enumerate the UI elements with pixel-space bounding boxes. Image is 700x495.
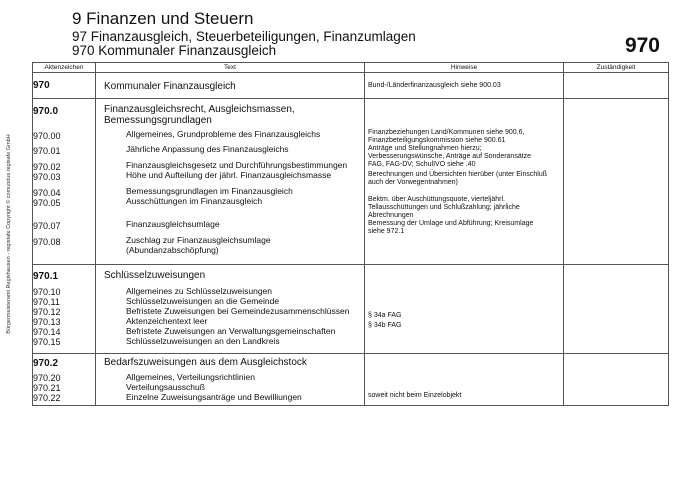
- az-cell: [33, 265, 96, 354]
- az-item: 970.03: [33, 172, 61, 182]
- text-item: Allgemeines, Verteilungsrichtlinien: [126, 372, 255, 382]
- text-main: Bedarfszuweisungen aus dem Ausgleichstock: [104, 357, 307, 368]
- responsibility-cell: [564, 265, 669, 354]
- az-item: 970.01: [33, 146, 61, 156]
- az-cell: [33, 99, 96, 265]
- hint-line: Tellausschüttungen und Schlußzahlung; jährliche: [368, 204, 520, 211]
- az-main: 970.1: [33, 271, 59, 282]
- hint-line: Bemessung der Umlage und Abführung; Kreisumlage: [368, 220, 534, 227]
- text-item: Verteilungsausschuß: [126, 382, 205, 392]
- responsibility-cell: [564, 99, 669, 265]
- text-main: Bemessungsgrundlagen: [104, 115, 212, 126]
- az-item: 970.10: [33, 287, 61, 297]
- hint-line: Finanzbeteiligungskommission siehe 900.61: [368, 137, 506, 144]
- table-row: [33, 265, 669, 354]
- hint-line: Berechnungen und Übersichten hierüber (unter Einschluß: [368, 171, 547, 178]
- hint-line: Anträge und Stellungnahmen hierzu;: [368, 145, 482, 152]
- table-row: [33, 99, 669, 265]
- az-item: 970.21: [33, 383, 61, 393]
- text-item: Ausschüttungen im Finanzausgleich: [126, 196, 263, 206]
- az-main: 970.2: [33, 358, 59, 369]
- az-cell: [33, 73, 96, 99]
- text-cell: [96, 354, 365, 406]
- hint-line: § 34b FAG: [368, 322, 402, 329]
- az-item: 970.20: [33, 373, 61, 383]
- group-title: 97 Finanzausgleich, Steuerbeteiligungen, Finanzumlagen: [72, 29, 416, 44]
- text-item: Befristete Zuweisungen bei Gemeindezusammenschlüssen: [126, 306, 350, 316]
- az-main: 970: [33, 80, 50, 91]
- hint-line: siehe 972.1: [368, 228, 405, 235]
- az-item: 970.02: [33, 162, 61, 172]
- table-row: [33, 73, 669, 99]
- az-item: 970.05: [33, 198, 61, 208]
- col-text: Text: [96, 63, 365, 73]
- text-item: Befristete Zuweisungen an Verwaltungsgemeinschaften: [126, 326, 336, 336]
- text-item: Höhe und Aufteilung der jährl. Finanzausgleichsmasse: [126, 170, 332, 180]
- az-item: 970.08: [33, 237, 61, 247]
- az-item: 970.00: [33, 131, 61, 141]
- text-item: Allgemeines, Grundprobleme des Finanzausgleichs: [126, 129, 321, 139]
- hint-line: § 34a FAG: [368, 312, 402, 319]
- hint-line: Abrechnungen: [368, 212, 414, 219]
- responsibility-cell: [564, 73, 669, 99]
- file-plan-table: [32, 62, 669, 406]
- hint-line: soweit nicht beim Einzelobjekt: [368, 392, 462, 399]
- text-item: Schlüsselzuweisungen an den Landkreis: [126, 336, 280, 346]
- col-zustaendigkeit: Zuständigkeit: [564, 63, 669, 73]
- hint-cell: [365, 265, 564, 354]
- hint-line: auch der Vorwegentnahmen): [368, 179, 458, 186]
- az-item: 970.22: [33, 393, 61, 403]
- text-item: Allgemeines zu Schlüsselzuweisungen: [126, 286, 272, 296]
- az-item: 970.14: [33, 327, 61, 337]
- hint-cell: [365, 354, 564, 406]
- text-main: Kommunaler Finanzausgleich: [104, 81, 236, 92]
- text-main: Schlüsselzuweisungen: [104, 270, 206, 281]
- az-item: 970.12: [33, 307, 61, 317]
- hint-line: Bund-/Länderfinanzausgleich siehe 900.03: [368, 82, 501, 89]
- subgroup-title: 970 Kommunaler Finanzausgleich: [72, 43, 277, 58]
- text-item: Aktenzeichentext leer: [126, 316, 208, 326]
- text-item: Finanzausgleichsumlage: [126, 219, 220, 229]
- col-hinweise: Hinweise: [365, 63, 564, 73]
- text-main: Finanzausgleichsrecht, Ausgleichsmassen,: [104, 104, 295, 115]
- text-cell: [96, 99, 365, 265]
- text-item: (Abundanzabschöpfung): [126, 245, 219, 255]
- az-main: 970.0: [33, 106, 59, 117]
- hint-line: Bektm. über Auschüttungsquote, vierteljährl.: [368, 196, 505, 203]
- text-item: Zuschlag zur Finanzausgleichsumlage: [126, 235, 271, 245]
- hint-line: Finanzbeziehungen Land/Kommunen siehe 900.6,: [368, 129, 525, 136]
- chapter-title: 9 Finanzen und Steuern: [72, 9, 254, 28]
- text-cell: [96, 73, 365, 99]
- az-cell: [33, 354, 96, 406]
- text-item: Finanzausgleichsgesetz und Durchführungsbestimmungen: [126, 160, 348, 170]
- hint-line: Verbesserungswünsche, Anträge auf Sonderansätze: [368, 153, 532, 160]
- text-item: Einzelne Zuweisungsanträge und Bewilliungen: [126, 392, 302, 402]
- text-item: Jährliche Anpassung des Finanzausgleichs: [126, 144, 289, 154]
- table-header: [33, 63, 669, 73]
- page-number: 970: [624, 34, 660, 57]
- az-item: 970.04: [33, 188, 61, 198]
- text-cell: [96, 265, 365, 354]
- az-item: 970.13: [33, 317, 61, 327]
- az-item: 970.11: [33, 297, 60, 307]
- text-item: Bemessungsgrundlagen im Finanzausgleich: [126, 186, 293, 196]
- text-item: Schlüsselzuweisungen an die Gemeinde: [126, 296, 280, 306]
- responsibility-cell: [564, 354, 669, 406]
- hint-cell: [365, 73, 564, 99]
- az-item: 970.15: [33, 337, 61, 347]
- hint-cell: [365, 99, 564, 265]
- hint-line: FAG, FAG-DV; SchulIVO siehe .40: [368, 161, 476, 168]
- col-aktenzeichen: Aktenzeichen: [33, 63, 96, 73]
- az-item: 970.07: [33, 221, 61, 231]
- copyright-sidebar: Bürgermeisteramt Regishausen - registafe Copyright © comundus regisafe GmbH: [6, 134, 12, 334]
- table-row: [33, 354, 669, 406]
